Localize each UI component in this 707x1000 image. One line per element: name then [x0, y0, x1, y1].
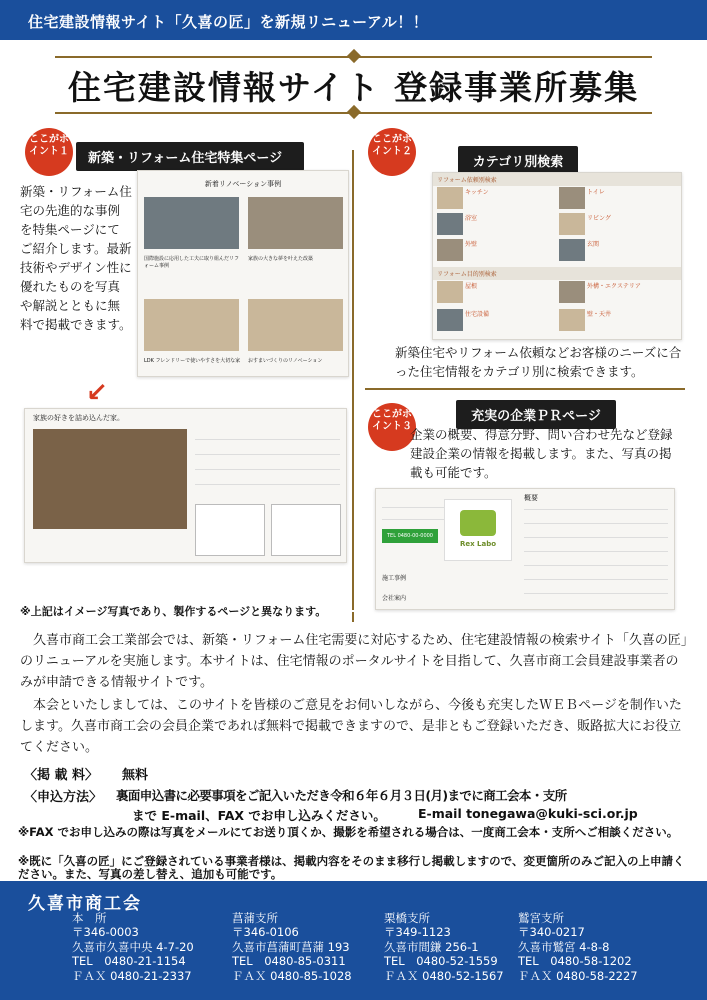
header-banner: 住宅建設情報サイト「久喜の匠」を新規リニューアル！！ [0, 0, 707, 40]
photo [559, 309, 585, 331]
photo [437, 187, 463, 209]
photo [144, 299, 239, 351]
point1-badge: ここがポイント１ [25, 128, 73, 176]
office-fax: ＦＡＸ 0480-21-2337 [72, 968, 192, 983]
row-line [524, 593, 668, 594]
point1-heading: 新築・リフォーム住宅特集ページ [76, 142, 304, 171]
feature-page-screenshot [137, 170, 349, 377]
body-paragraph-1: 久喜市商工会工業部会では、新築・リフォーム住宅需要に対応するため、住宅建設情報の検索サイト「久喜の匠」のリニューアルを実施します。本サイトは、住宅情報のポータルサイトを目指して、久喜市商工会員建設事業者のみが申請できる情報サイトです。 [20, 633, 688, 690]
photo [248, 197, 343, 249]
office-zip: 〒346-0003 [72, 925, 139, 940]
main-title: 住宅建設情報サイト 登録事業所募集 [67, 68, 640, 107]
category-label[interactable]: 玄関 [587, 241, 600, 248]
footer-contact [0, 881, 707, 1000]
point3-text: 企業の概要、得意分野、問い合わせ先など登録建設企業の情報を掲載します。また、写真の掲載も可能です。 [410, 427, 673, 480]
section-divider [365, 388, 685, 390]
office-zip: 〒340-0217 [518, 925, 585, 940]
note-fax: ※FAX でお申し込みの際は写真をメールにてお送り頂くか、撮影を希望される場合は、一度商工会本・支所へご相談ください。 [18, 825, 679, 839]
photo [559, 213, 585, 235]
category-label[interactable]: リビング [587, 215, 611, 222]
row-line [195, 439, 340, 440]
office-fax: ＦＡＸ 0480-85-1028 [232, 968, 352, 983]
point3-heading: 充実の企業ＰＲページ [456, 400, 616, 429]
office-fax: ＦＡＸ 0480-52-1567 [384, 968, 504, 983]
point2-text: 新築住宅やリフォーム依頼などお客様のニーズに合った住宅情報をカテゴリ別に検索できます。 [395, 345, 682, 379]
category-search-screenshot [432, 172, 682, 340]
photo [559, 187, 585, 209]
point1-text: 新築・リフォーム住宅の先進的な事例を特集ページにてご紹介します。最新技術やデザイン性に優れたものを写真や解説とともに無料で掲載できます。 [20, 184, 132, 332]
category-label[interactable]: トイレ [587, 189, 605, 196]
photo [144, 197, 239, 249]
photo [437, 309, 463, 331]
office-shobu [232, 911, 352, 983]
apply-line1: 裏面申込書に必要事項をご記入いただき令和６年６月３日(月)までに商工会本・支所 [116, 788, 567, 803]
row-line [524, 551, 668, 552]
point2-badge: ここがポイント２ [368, 128, 416, 176]
case-caption: LDK フレンドリーで使いやすさを大切な家 [144, 358, 241, 364]
category-label[interactable]: 外壁 [465, 241, 478, 248]
case-caption: 国際施設に応用した工夫に取り組んだリフォーム事例 [144, 256, 240, 269]
apply-email[interactable]: E-mail tonegawa@kuki-sci.or.jp [418, 806, 638, 821]
center-divider [352, 150, 354, 610]
category-label[interactable]: キッチン [465, 189, 489, 196]
overview-heading: 概要 [524, 494, 538, 502]
office-name: 鷲宮支所 [518, 911, 564, 925]
photo [248, 299, 343, 351]
point3-badge: ここがポイント３ [368, 403, 416, 451]
tel-badge[interactable]: TEL 0480-00-0000 [382, 529, 438, 543]
office-address: 久喜市久喜中央 4-7-20 [72, 939, 194, 954]
office-address: 久喜市間鎌 256-1 [384, 939, 479, 954]
photo [437, 239, 463, 261]
office-kurihashi [384, 911, 504, 983]
category-label[interactable]: 壁・天井 [587, 311, 612, 318]
row-line [524, 523, 668, 524]
office-tel: TEL 0480-85-0311 [232, 954, 346, 969]
office-name: 菖蒲支所 [232, 911, 278, 925]
row-line [524, 579, 668, 580]
image-note: ※上記はイメージ写真であり、製作するページと異なります。 [20, 605, 327, 618]
photo [559, 281, 585, 303]
category-label[interactable]: 住宅設備 [465, 311, 490, 318]
photo [437, 281, 463, 303]
fee-value: 無料 [122, 768, 149, 783]
ornament-diamond [347, 49, 361, 63]
screenshot-title: 新着リノベーション事例 [204, 180, 282, 188]
office-tel: TEL 0480-58-1202 [518, 954, 632, 969]
office-tel: TEL 0480-21-1154 [72, 954, 186, 969]
fee-label: 〈掲 載 料〉 [24, 768, 99, 783]
section-subtitle: 施工事例 [382, 575, 407, 582]
apply-line2: まで E-mail、FAX でお申し込みください。 [132, 808, 386, 823]
office-name: 栗橋支所 [384, 911, 430, 925]
detail-page-screenshot [24, 408, 347, 563]
office-address: 久喜市菖蒲町菖蒲 193 [232, 939, 350, 954]
row-line [195, 469, 340, 470]
office-honsho [72, 911, 194, 983]
row-line [524, 565, 668, 566]
category-bar: リフォーム目的別検索 [433, 267, 681, 280]
office-fax: ＦＡＸ 0480-58-2227 [518, 968, 638, 983]
ornament-end [352, 612, 354, 622]
category-label[interactable]: 浴室 [465, 215, 478, 222]
logo-mark [460, 510, 496, 536]
screenshot-title: 家族の好きを詰め込んだ家。 [33, 414, 124, 422]
office-address: 久喜市鷲宮 4-8-8 [518, 939, 610, 954]
floorplan [271, 504, 341, 556]
office-zip: 〒346-0106 [232, 925, 299, 940]
logo-text: Rex Labo [459, 540, 497, 548]
apply-label: 〈申込方法〉 [24, 790, 103, 805]
org-name: 久喜市商工会 [28, 894, 142, 914]
company-page-screenshot [375, 488, 675, 610]
photo [33, 429, 187, 529]
point2-heading: カテゴリ別検索 [458, 146, 578, 175]
office-zip: 〒349-1123 [384, 925, 451, 940]
category-bar: リフォーム依頼別検索 [433, 173, 681, 186]
photo [559, 239, 585, 261]
row-line [195, 454, 340, 455]
case-caption: 家族の大きな夢を叶えた改築 [248, 256, 314, 262]
body-paragraph-2: 本会といたしましては、このサイトを皆様のご意見をお伺いしながら、今後も充実したＷＥＢページを制作いたします。久喜市商工会の会員企業であれば無料で掲載できますので、是非ともご登録いただき、販路拡大にお役立てください。 [20, 698, 682, 755]
office-washimiya [518, 911, 638, 983]
floorplan [195, 504, 265, 556]
row-line [524, 509, 668, 510]
photo [437, 213, 463, 235]
section-subtitle: 会社案内 [382, 595, 407, 602]
arrow-icon: ↙ [86, 378, 108, 408]
office-tel: TEL 0480-52-1559 [384, 954, 498, 969]
category-label[interactable]: 外構・エクステリア [587, 283, 641, 290]
case-caption: おすまいづくりのリノベーション [248, 358, 323, 364]
row-line [195, 484, 340, 485]
category-label[interactable]: 屋根 [465, 283, 478, 290]
office-name: 本 所 [72, 911, 107, 925]
company-logo [444, 499, 512, 561]
note-existing: ※既に「久喜の匠」にご登録されている事業者様は、掲載内容をそのまま移行し掲載しますので、変更箇所のみご記入の上申請ください。また、写真の差し替え、追加も可能です。 [18, 854, 685, 881]
row-line [524, 537, 668, 538]
